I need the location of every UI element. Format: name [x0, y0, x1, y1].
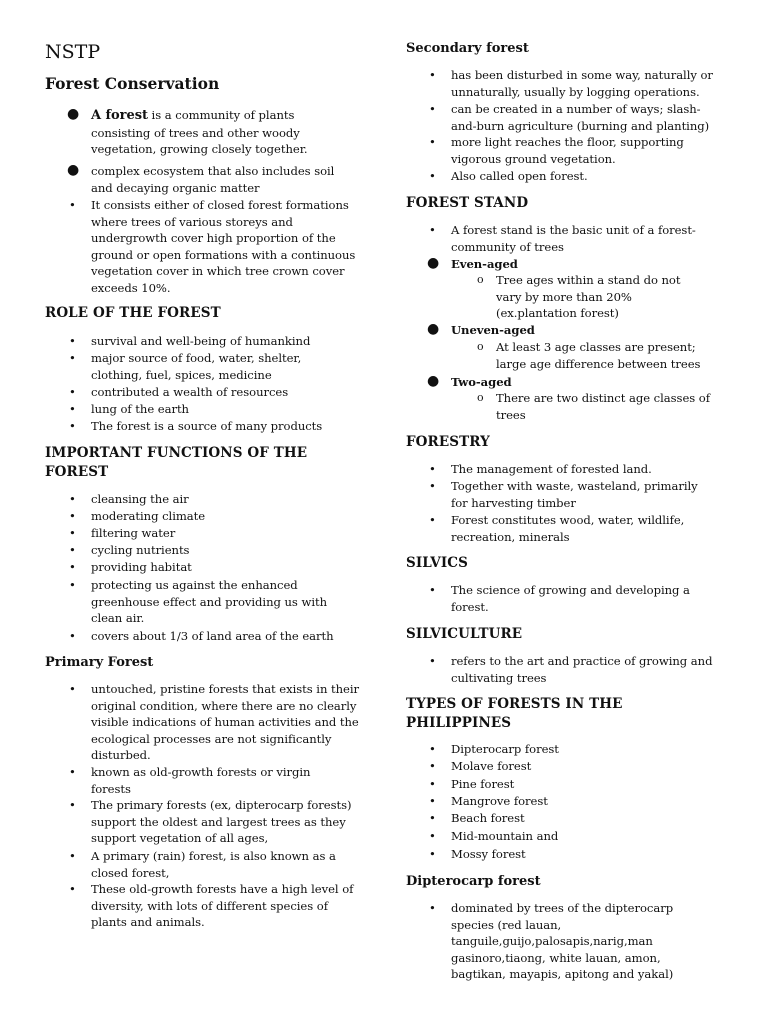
list-item: • untouched, pristine forests that exists in their original condition, where there are no clearly visible indications of human activities and the ecological processes are not significantly disturbed.: [69, 682, 360, 763]
list-item: o At least 3 age classes are present; large age difference between trees: [477, 340, 701, 371]
list-item: • covers about 1/3 of land area of the earth: [69, 629, 334, 643]
section-heading-silviculture: SILVICULTURE: [406, 626, 523, 642]
bullet-icon: •: [429, 68, 436, 82]
list-item: • Pine forest: [429, 777, 515, 791]
list-item: • It consists either of closed forest formations where trees of various storeys and undergrowth cover high proportion of the ground or open formations with a continuous vegetation cover in which tree crown cover exceeds 10%.: [69, 198, 356, 295]
section-heading-primary: Primary Forest: [45, 655, 154, 670]
list-item: o Tree ages within a stand do not vary by more than 20% (ex.plantation forest): [477, 273, 681, 321]
list-item: ● Uneven-aged: [427, 321, 535, 337]
section-heading-dipterocarp: Dipterocarp forest: [406, 874, 541, 889]
bullet-icon: •: [69, 198, 76, 212]
list-item: • contributed a wealth of resources: [69, 385, 289, 399]
list-item: • Mid-mountain and: [429, 829, 559, 843]
document-title: NSTP: [45, 41, 101, 63]
list-item: • survival and well-being of humankind: [69, 334, 311, 348]
bullet-icon: •: [429, 462, 436, 476]
bullet-icon: •: [69, 798, 76, 812]
bullet-icon: •: [69, 882, 76, 896]
list-item: • Mangrove forest: [429, 794, 548, 808]
bullet-icon: •: [69, 849, 76, 863]
bullet-icon: ●: [67, 162, 80, 178]
bullet-icon: •: [429, 829, 436, 843]
list-item: • The science of growing and developing a forest.: [429, 583, 690, 614]
document-subtitle: Forest Conservation: [45, 74, 220, 93]
bullet-icon: •: [429, 811, 436, 825]
list-item: • Also called open forest.: [429, 169, 588, 183]
bullet-icon: •: [69, 419, 76, 433]
bullet-icon: •: [69, 492, 76, 506]
list-item: • Dipterocarp forest: [429, 742, 559, 756]
bullet-icon: ●: [427, 373, 440, 389]
list-item: • providing habitat: [69, 560, 192, 574]
bullet-icon: •: [69, 629, 76, 643]
bullet-icon: •: [69, 402, 76, 416]
list-item: ● Even-aged: [427, 255, 518, 271]
list-item: • The primary forests (ex, dipterocarp forests) support the oldest and largest trees as they support vegetation of all ages,: [69, 798, 352, 846]
bullet-icon: •: [69, 560, 76, 574]
section-heading-silvics: SILVICS: [406, 555, 468, 571]
list-item: • major source of food, water, shelter, clothing, fuel, spices, medicine: [69, 351, 302, 382]
list-item: • protecting us against the enhanced greenhouse effect and providing us with clean air.: [69, 578, 328, 626]
bullet-icon: •: [429, 847, 436, 861]
list-item: • more light reaches the floor, supporting vigorous ground vegetation.: [429, 135, 684, 166]
bullet-icon: •: [429, 654, 436, 668]
circle-bullet-icon: o: [477, 391, 484, 404]
list-item: ● Two-aged: [427, 373, 512, 389]
bullet-icon: •: [69, 682, 76, 696]
list-item: • moderating climate: [69, 509, 206, 523]
bullet-icon: •: [429, 223, 436, 237]
section-heading-secondary: Secondary forest: [406, 41, 529, 56]
list-item: • can be created in a number of ways; slash-and-burn agriculture (burning and planting): [429, 102, 710, 133]
bullet-icon: •: [69, 578, 76, 592]
list-item: • Molave forest: [429, 759, 532, 773]
bullet-icon: •: [69, 765, 76, 779]
circle-bullet-icon: o: [477, 273, 484, 286]
list-item: • has been disturbed in some way, naturally or unnaturally, usually by logging operations.: [429, 68, 713, 99]
bullet-icon: •: [69, 526, 76, 540]
list-item: • Together with waste, wasteland, primarily for harvesting timber: [429, 479, 698, 510]
bullet-icon: •: [429, 102, 436, 116]
section-heading-role: ROLE OF THE FOREST: [45, 305, 221, 321]
bullet-icon: •: [69, 351, 76, 365]
list-item: • filtering water: [69, 526, 176, 540]
section-heading-stand: FOREST STAND: [406, 195, 529, 211]
bullet-icon: •: [69, 509, 76, 523]
bullet-icon: •: [429, 513, 436, 527]
list-item: • The management of forested land.: [429, 462, 652, 476]
bullet-icon: ●: [427, 255, 440, 271]
list-item: • dominated by trees of the dipterocarp species (red lauan, tanguile,guijo,palosapis,narig,man gasinoro,tiaong, white lauan, amon, bagtikan, mayapis, apitong and yakal): [429, 901, 674, 982]
list-item: • The forest is a source of many products: [69, 419, 323, 433]
circle-bullet-icon: o: [477, 340, 484, 353]
bullet-icon: ●: [67, 106, 80, 122]
bullet-icon: •: [429, 777, 436, 791]
list-item: • cleansing the air: [69, 492, 189, 506]
list-item: ● complex ecosystem that also includes soil and decaying organic matter: [67, 162, 335, 195]
list-item: • A primary (rain) forest, is also known as a closed forest,: [69, 849, 336, 880]
list-item: • refers to the art and practice of growing and cultivating trees: [429, 654, 713, 685]
section-heading-types: TYPES OF FORESTS IN THE PHILIPPINES: [406, 696, 623, 731]
list-item: o There are two distinct age classes of trees: [477, 391, 710, 422]
section-heading-forestry: FORESTRY: [406, 434, 490, 450]
list-item: • These old-growth forests have a high level of diversity, with lots of different species of plants and animals.: [69, 882, 354, 930]
bullet-icon: •: [69, 385, 76, 399]
bullet-icon: •: [429, 135, 436, 149]
bullet-icon: ●: [427, 321, 440, 337]
list-item: ● A forest is a community of plants consisting of trees and other woody vegetation, growing closely together.: [67, 106, 308, 157]
section-heading-functions: IMPORTANT FUNCTIONS OF THE FOREST: [45, 445, 308, 480]
bullet-icon: •: [429, 742, 436, 756]
list-item: • known as old-growth forests or virgin forests: [69, 765, 311, 796]
list-item: • A forest stand is the basic unit of a forest-community of trees: [429, 223, 696, 254]
list-item: • Forest constitutes wood, water, wildlife, recreation, minerals: [429, 513, 685, 544]
list-item: • Beach forest: [429, 811, 525, 825]
bullet-icon: •: [69, 543, 76, 557]
bullet-icon: •: [429, 479, 436, 493]
list-item: • cycling nutrients: [69, 543, 190, 557]
bullet-icon: •: [429, 901, 436, 915]
list-item: • Mossy forest: [429, 847, 526, 861]
list-item: • lung of the earth: [69, 402, 189, 416]
bullet-icon: •: [429, 583, 436, 597]
bullet-icon: •: [429, 759, 436, 773]
bullet-icon: •: [429, 169, 436, 183]
bullet-icon: •: [429, 794, 436, 808]
bullet-icon: •: [69, 334, 76, 348]
